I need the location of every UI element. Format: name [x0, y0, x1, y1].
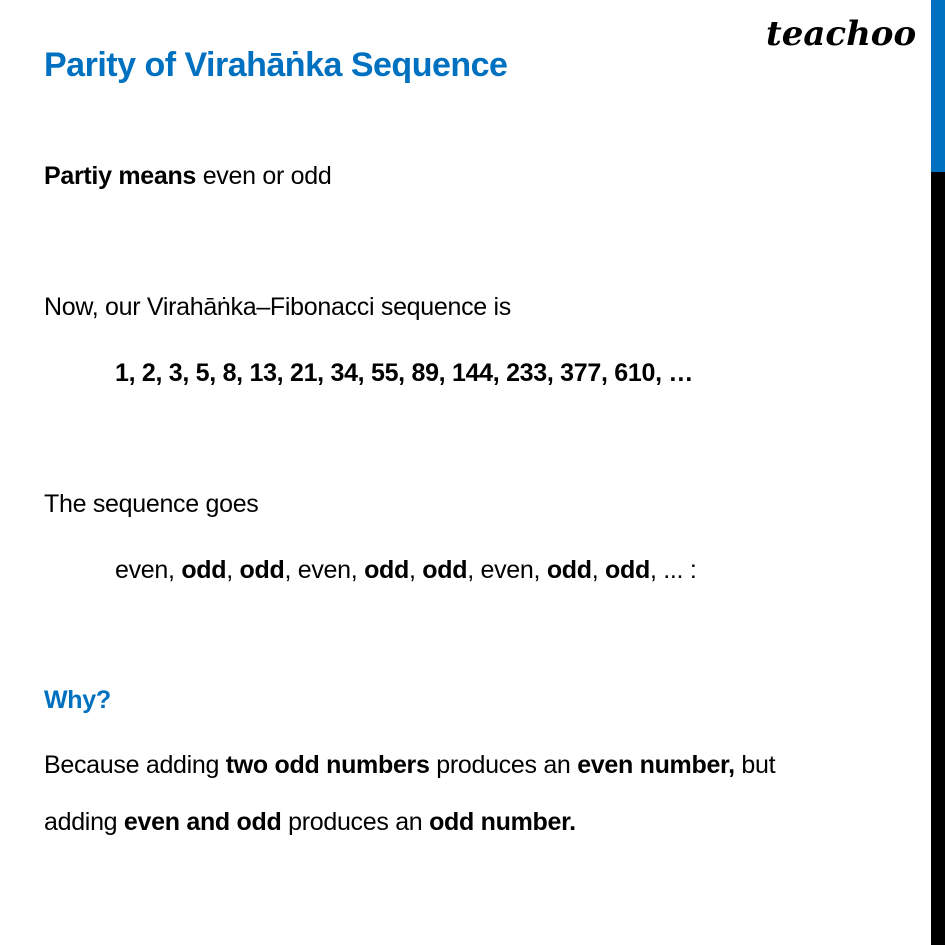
text: but: [734, 751, 776, 779]
bold-text: odd: [181, 556, 227, 584]
text: ,: [408, 556, 423, 584]
teachoo-logo: teachoo: [766, 14, 917, 54]
side-dark-bar: [931, 172, 945, 945]
text: ,: [226, 556, 240, 584]
text: produces an: [281, 808, 430, 836]
page-title: Parity of Virahāṅka Sequence: [44, 46, 508, 84]
sequence-goes-label: The sequence goes: [44, 490, 259, 518]
explanation-line-2: [44, 808, 576, 837]
bold-text: even number,: [577, 751, 735, 779]
bold-text: two odd numbers: [225, 751, 430, 779]
why-heading: Why?: [44, 686, 111, 714]
text: even or odd: [196, 162, 332, 190]
text: ,: [591, 556, 606, 584]
parity-pattern: [115, 556, 696, 585]
bold-text: odd: [605, 556, 650, 584]
bold-text: odd: [239, 556, 285, 584]
text: produces an: [429, 751, 578, 779]
side-accent-bar: [931, 0, 945, 172]
bold-text: odd number.: [429, 808, 576, 836]
sequence-intro: Now, our Virahāṅka–Fibonacci sequence is: [44, 293, 511, 321]
bold-text: odd: [422, 556, 468, 584]
bold-text: odd: [546, 556, 592, 584]
text: , even,: [284, 556, 365, 584]
text: even,: [115, 556, 182, 584]
bold-text: Partiy means: [44, 162, 197, 190]
sequence-values: 1, 2, 3, 5, 8, 13, 21, 34, 55, 89, 144, 233, 377, 610, …: [115, 359, 694, 387]
bold-text: even and odd: [123, 808, 282, 836]
text: adding: [44, 808, 124, 836]
text: , ... :: [649, 556, 697, 584]
text: Because adding: [44, 751, 226, 779]
text: , even,: [467, 556, 547, 584]
bold-text: odd: [364, 556, 409, 584]
explanation-line-1: [44, 751, 775, 780]
parity-definition: [44, 162, 331, 191]
